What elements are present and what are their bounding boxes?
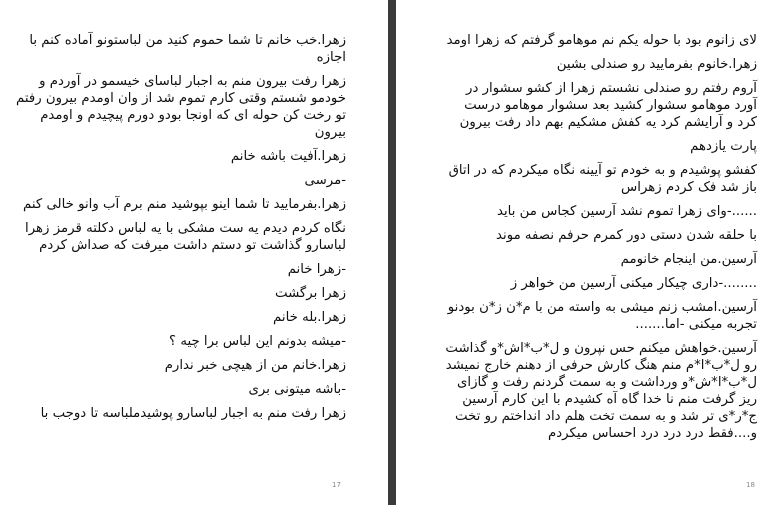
right-paragraph-11: آرسین.خواهش میکنم حس نپرون و ل*ب*اش*و گذاشت رو ل*ب*ا*م منم هنگ کارش حرفی از دهنم خارج نمیشد ل*ب*ا*ش*و ورداشت و به سمت گردنم رفت و گازای ریز گرفت منم نا خدا گاه آه کشیدم با این کارم آرسین ج*ر*ی تر شد و به سمت تخت هلم داد انداختم رو تخت و....فقط درد درد درد احساس میکردم	[445, 341, 757, 441]
right-paragraph-7: با حلقه شدن دستی دور کمرم حرفم نصفه موند	[496, 228, 757, 243]
right-paragraph-4: پارت یازدهم	[690, 139, 757, 154]
left-paragraph-3: زهرا.آفیت باشه خانم	[230, 149, 346, 164]
left-paragraph-11: زهرا.خانم من از هیچی خبر ندارم	[164, 358, 346, 373]
left-paragraph-2: زهرا رفت بیرون منم به اجبار لباسای خیسمو در آوردم و خودمو شستم وقتی کارم تموم شد از وان اومدم بیرون رفتم تو رخت کن حوله ای که اونجا بودو دورم پیچیدم و اومدم بیرون	[16, 74, 346, 140]
left-paragraph-9: زهرا.بله خانم	[273, 310, 346, 325]
left-paragraph-7: -زهرا خانم	[287, 262, 346, 277]
left-paragraph-13: زهرا رفت منم به اجبار لباسارو پوشیدملباسه تا دوجب با	[40, 406, 346, 421]
page-gutter	[388, 0, 396, 505]
left-paragraph-5: زهرا.بفرمایید تا شما اینو بپوشید منم برم آب وانو خالی کنم	[23, 197, 346, 212]
page-number: 17	[332, 481, 341, 489]
left-paragraph-8: زهرا برگشت	[275, 286, 346, 301]
right-paragraph-1: لای زانوم بود با حوله یکم نم موهامو گرفتم که زهرا اومد	[446, 33, 757, 48]
right-paragraph-5: کفشو پوشیدم و به خودم تو آیینه نگاه میکردم که در اتاق باز شد فک کردم زهراس	[448, 163, 757, 195]
right-paragraph-10: آرسین.امشب زنم میشی به واسته من با م*ن ز*ن بودنو تجربه میکنی -اما.......	[447, 300, 757, 332]
right-page	[396, 0, 771, 505]
right-paragraph-8: آرسین.من اینجام خانومم	[620, 252, 757, 267]
right-page-text	[444, 32, 757, 449]
left-paragraph-10: -میشه بدونم این لباس برا چیه ؟	[169, 334, 346, 349]
left-paragraph-12: -باشه میتونی بری	[248, 382, 346, 397]
left-paragraph-4: -مرسی	[304, 173, 346, 188]
left-paragraph-6: نگاه کردم دیدم یه ست مشکی با یه لباس دکلته قرمز زهرا لباسارو گذاشت تو دستم داشت میرفت که صداش کردم	[25, 221, 346, 253]
right-paragraph-6: ......-وای زهرا تموم نشد آرسین کجاس من باید	[496, 204, 757, 219]
right-paragraph-2: زهرا.خانوم بفرمایید رو صندلی بشین	[556, 57, 757, 72]
page-number: 18	[746, 481, 755, 489]
left-page-text	[14, 32, 346, 429]
right-paragraph-9: ........-داری چیکار میکنی آرسین من خواهر ز	[510, 276, 757, 291]
right-paragraph-3: آروم رفتم رو صندلی نشستم زهرا از کشو سشوار در آورد موهامو سشوار کشید بعد سشوار موهامو درست کرد و آرایشم کرد یه کفش مشکیم بهم داد رفت بیرون	[459, 81, 757, 130]
left-paragraph-1: زهرا.خب خانم تا شما حموم کنید من لباستونو آماده کنم با اجازه	[29, 33, 346, 65]
